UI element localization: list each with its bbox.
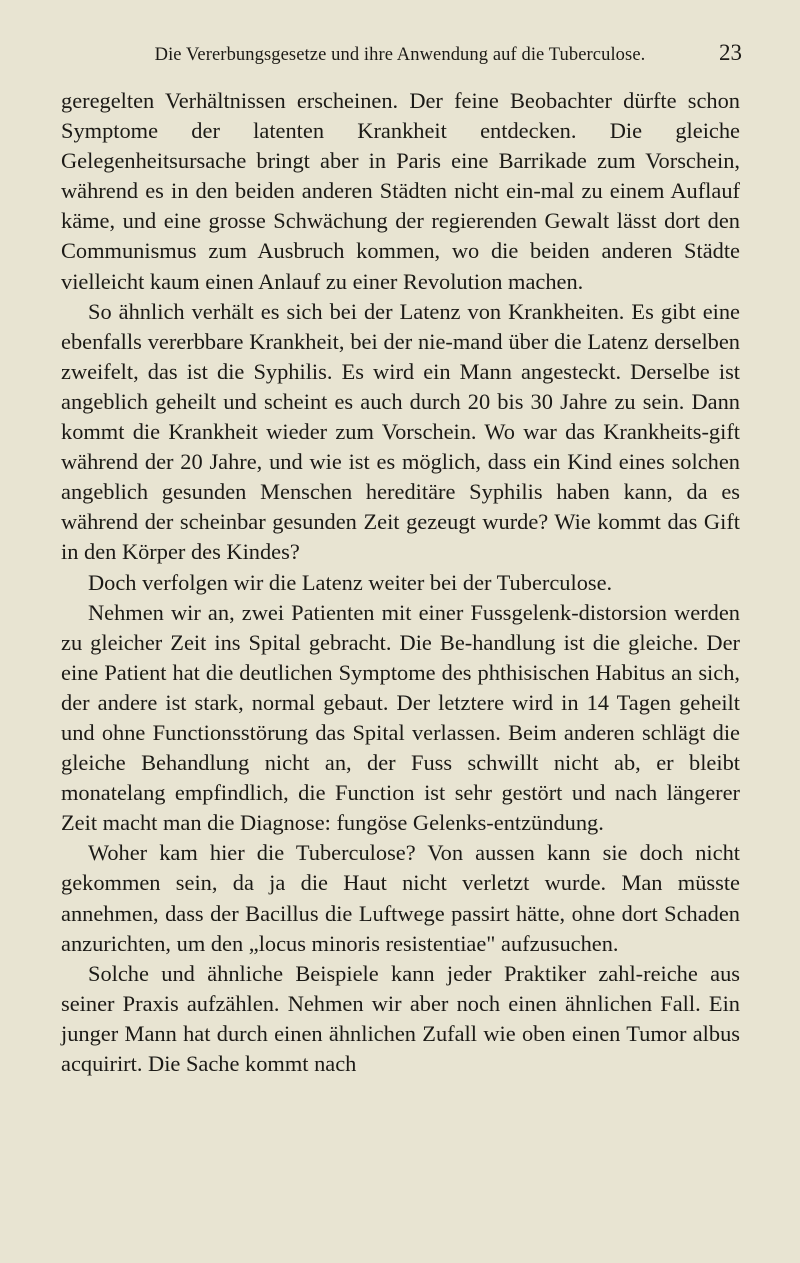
paragraph: geregelten Verhältnissen erscheinen. Der feine Beobachter dürfte schon Symptome der latenten Krankheit entdecken. Die gleiche Gelegenheitsursache bringt aber in Paris eine Barrikade zum Vorschein, während es in den beiden anderen Städten nicht ein-mal zu einem Auflauf käme, und eine grosse Schwächung der regierenden Gewalt lässt dort den Communismus zum Ausbruch kommen, wo die beiden anderen Städte vielleicht kaum einen Anlauf zu einer Revolution machen. <box>61 88 740 294</box>
paragraph: Nehmen wir an, zwei Patienten mit einer Fussgelenk-distorsion werden zu gleicher Zeit ins Spital gebracht. Die Be-handlung ist die gleiche. Der eine Patient hat die deutlichen Symptome des phthisischen Habitus an sich, der andere ist stark, normal gebaut. Der letztere wird in 14 Tagen geheilt und ohne Functionsstörung das Spital verlassen. Beim anderen schlägt die gleiche Behandlung nicht an, der Fuss schwillt nicht ab, er bleibt monatelang empfindlich, die Function ist sehr gestört und nach längerer Zeit macht man die Diagnose: fungöse Gelenks-entzündung. <box>61 599 740 836</box>
body-text <box>61 86 740 1079</box>
page-number: 23 <box>719 40 742 65</box>
paragraph: Doch verfolgen wir die Latenz weiter bei der Tuberculose. <box>88 569 613 595</box>
paragraph: So ähnlich verhält es sich bei der Latenz von Krankheiten. Es gibt eine ebenfalls vererbbare Krankheit, bei der nie-mand über die Latenz derselben zweifelt, das ist die Syphilis. Es wird ein Mann angesteckt. Derselbe ist angeblich geheilt und scheint es auch durch 20 bis 30 Jahre zu sein. Dann kommt die Krankheit wieder zum Vorschein. Wo war das Krankheits-gift während der 20 Jahre, und wie ist es möglich, dass ein Kind eines solchen angeblich gesunden Menschen hereditäre Syphilis haben kann, da es während der scheinbar gesunden Zeit gezeugt wurde? Wie kommt das Gift in den Körper des Kindes? <box>61 298 740 565</box>
paragraph: Woher kam hier die Tuberculose? Von aussen kann sie doch nicht gekommen sein, da ja die Haut nicht verletzt wurde. Man müsste annehmen, dass der Bacillus die Luftwege passirt hätte, ohne dort Schaden anzurichten, um den „locus minoris resistentiae" aufzusuchen. <box>61 840 740 956</box>
paragraph: Solche und ähnliche Beispiele kann jeder Praktiker zahl-reiche aus seiner Praxis aufzählen. Nehmen wir aber noch einen ähnlichen Fall. Ein junger Mann hat durch einen ähnlichen Zufall wie oben einen Tumor albus acquirirt. Die Sache kommt nach <box>61 960 740 1076</box>
running-head <box>61 40 740 72</box>
running-head-title: Die Vererbungsgesetze und ihre Anwendung auf die Tuberculose. <box>154 45 646 65</box>
